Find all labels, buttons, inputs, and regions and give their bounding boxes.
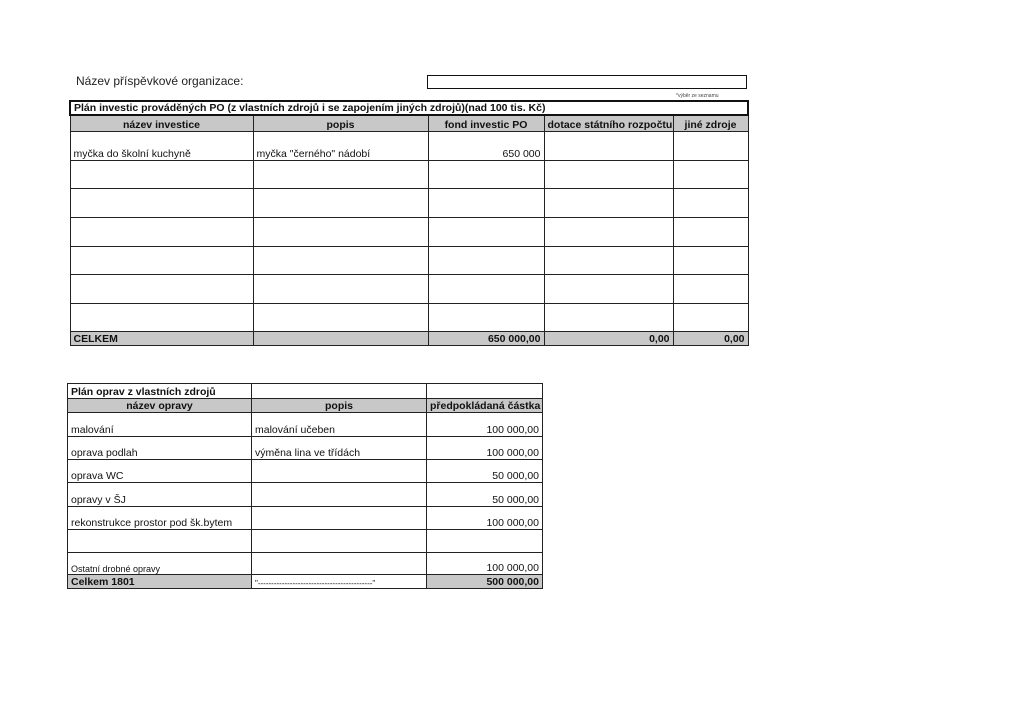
- total-fund-value: 650 000,00: [428, 331, 544, 345]
- investment-desc-cell[interactable]: [253, 303, 428, 331]
- repair-amount-cell[interactable]: 100 000,00: [427, 437, 543, 460]
- investment-name-cell[interactable]: [70, 217, 253, 246]
- repairs-title-blank: [252, 384, 427, 399]
- investment-fund-cell[interactable]: [428, 217, 544, 246]
- table-row: [68, 553, 543, 575]
- investment-grant-cell[interactable]: [544, 160, 673, 188]
- total-desc-cell: [253, 331, 428, 345]
- repair-name-cell[interactable]: malování: [68, 413, 252, 437]
- repairs-plan-title: Plán oprav z vlastních zdrojů: [68, 384, 252, 399]
- investment-desc-cell[interactable]: [253, 160, 428, 188]
- total-row: [68, 575, 543, 589]
- col-header-estimated-amount: předpokládaná částka: [427, 399, 543, 413]
- investment-grant-cell[interactable]: [544, 131, 673, 160]
- repairs-total-amount: 500 000,00: [427, 575, 543, 589]
- repair-amount-cell[interactable]: [427, 530, 543, 553]
- investment-plan-table: [69, 100, 749, 346]
- investment-desc-cell[interactable]: [253, 246, 428, 274]
- repair-amount-cell[interactable]: 100 000,00: [427, 413, 543, 437]
- repair-amount-cell[interactable]: 100 000,00: [427, 507, 543, 530]
- total-grant-value: 0,00: [544, 331, 673, 345]
- repair-name-cell[interactable]: oprava podlah: [68, 437, 252, 460]
- col-header-description: popis: [253, 115, 428, 131]
- repair-name-cell[interactable]: oprava WC: [68, 460, 252, 483]
- repair-desc-cell[interactable]: [252, 460, 427, 483]
- total-row: [70, 331, 748, 345]
- repair-name-cell[interactable]: rekonstrukce prostor pod šk.bytem: [68, 507, 252, 530]
- repair-amount-cell[interactable]: 50 000,00: [427, 460, 543, 483]
- table-row: [70, 246, 748, 274]
- investment-fund-cell[interactable]: [428, 160, 544, 188]
- col-header-other-sources: jiné zdroje: [673, 115, 748, 131]
- investment-other-cell[interactable]: [673, 131, 748, 160]
- investment-other-cell[interactable]: [673, 274, 748, 303]
- investment-desc-cell[interactable]: myčka "černého" nádobí: [253, 131, 428, 160]
- repairs-total-label: Celkem 1801: [68, 575, 252, 589]
- investment-other-cell[interactable]: [673, 246, 748, 274]
- investment-grant-cell[interactable]: [544, 303, 673, 331]
- investment-fund-cell[interactable]: [428, 274, 544, 303]
- table-row: [70, 160, 748, 188]
- investment-grant-cell[interactable]: [544, 188, 673, 217]
- table-row: [68, 437, 543, 460]
- repair-amount-cell[interactable]: 50 000,00: [427, 483, 543, 507]
- investment-desc-cell[interactable]: [253, 217, 428, 246]
- investment-desc-cell[interactable]: [253, 274, 428, 303]
- table-row: [70, 217, 748, 246]
- investment-grant-cell[interactable]: [544, 274, 673, 303]
- repair-name-cell[interactable]: [68, 530, 252, 553]
- investment-name-cell[interactable]: [70, 246, 253, 274]
- repairs-title-blank: [427, 384, 543, 399]
- repair-desc-cell[interactable]: [252, 507, 427, 530]
- investment-fund-cell[interactable]: [428, 303, 544, 331]
- table-row: [70, 188, 748, 217]
- table-row: [70, 131, 748, 160]
- repair-desc-cell[interactable]: [252, 553, 427, 575]
- table-row: [68, 460, 543, 483]
- investment-fund-cell[interactable]: [428, 188, 544, 217]
- repair-amount-cell[interactable]: 100 000,00: [427, 553, 543, 575]
- repairs-total-desc: "-------------------------------------------": [252, 575, 427, 589]
- table-row: [68, 507, 543, 530]
- investment-grant-cell[interactable]: [544, 217, 673, 246]
- investment-name-cell[interactable]: [70, 303, 253, 331]
- investment-name-cell[interactable]: myčka do školní kuchyně: [70, 131, 253, 160]
- investment-fund-cell[interactable]: [428, 246, 544, 274]
- investment-name-cell[interactable]: [70, 160, 253, 188]
- investment-grant-cell[interactable]: [544, 246, 673, 274]
- investment-other-cell[interactable]: [673, 303, 748, 331]
- total-label: CELKEM: [70, 331, 253, 345]
- col-header-investment-name: název investice: [70, 115, 253, 131]
- investment-name-cell[interactable]: [70, 188, 253, 217]
- col-header-repair-description: popis: [252, 399, 427, 413]
- repair-desc-cell[interactable]: [252, 530, 427, 553]
- org-name-label: Název příspěvkové organizace:: [76, 74, 244, 88]
- org-name-field[interactable]: [427, 75, 747, 89]
- repair-desc-cell[interactable]: [252, 483, 427, 507]
- repairs-plan-table: [67, 383, 543, 589]
- repair-desc-cell[interactable]: malování učeben: [252, 413, 427, 437]
- table-row: [70, 303, 748, 331]
- investment-desc-cell[interactable]: [253, 188, 428, 217]
- col-header-state-grant: dotace státního rozpočtu: [544, 115, 673, 131]
- table-row: [70, 274, 748, 303]
- investment-other-cell[interactable]: [673, 188, 748, 217]
- investment-name-cell[interactable]: [70, 274, 253, 303]
- col-header-investment-fund: fond investic PO: [428, 115, 544, 131]
- investment-other-cell[interactable]: [673, 217, 748, 246]
- col-header-repair-name: název opravy: [68, 399, 252, 413]
- repair-name-cell[interactable]: Ostatní drobné opravy: [68, 553, 252, 575]
- table-row: [68, 530, 543, 553]
- repair-name-cell[interactable]: opravy v ŠJ: [68, 483, 252, 507]
- total-other-value: 0,00: [673, 331, 748, 345]
- repair-desc-cell[interactable]: výměna lina ve třídách: [252, 437, 427, 460]
- table-row: [68, 483, 543, 507]
- table-row: [68, 413, 543, 437]
- select-from-list-note: *výběr ze seznamu: [676, 93, 719, 99]
- investment-plan-title: Plán investic prováděných PO (z vlastních zdrojů i se zapojením jiných zdrojů)(nad 100 tis. Kč): [70, 101, 748, 115]
- investment-other-cell[interactable]: [673, 160, 748, 188]
- investment-fund-cell[interactable]: 650 000: [428, 131, 544, 160]
